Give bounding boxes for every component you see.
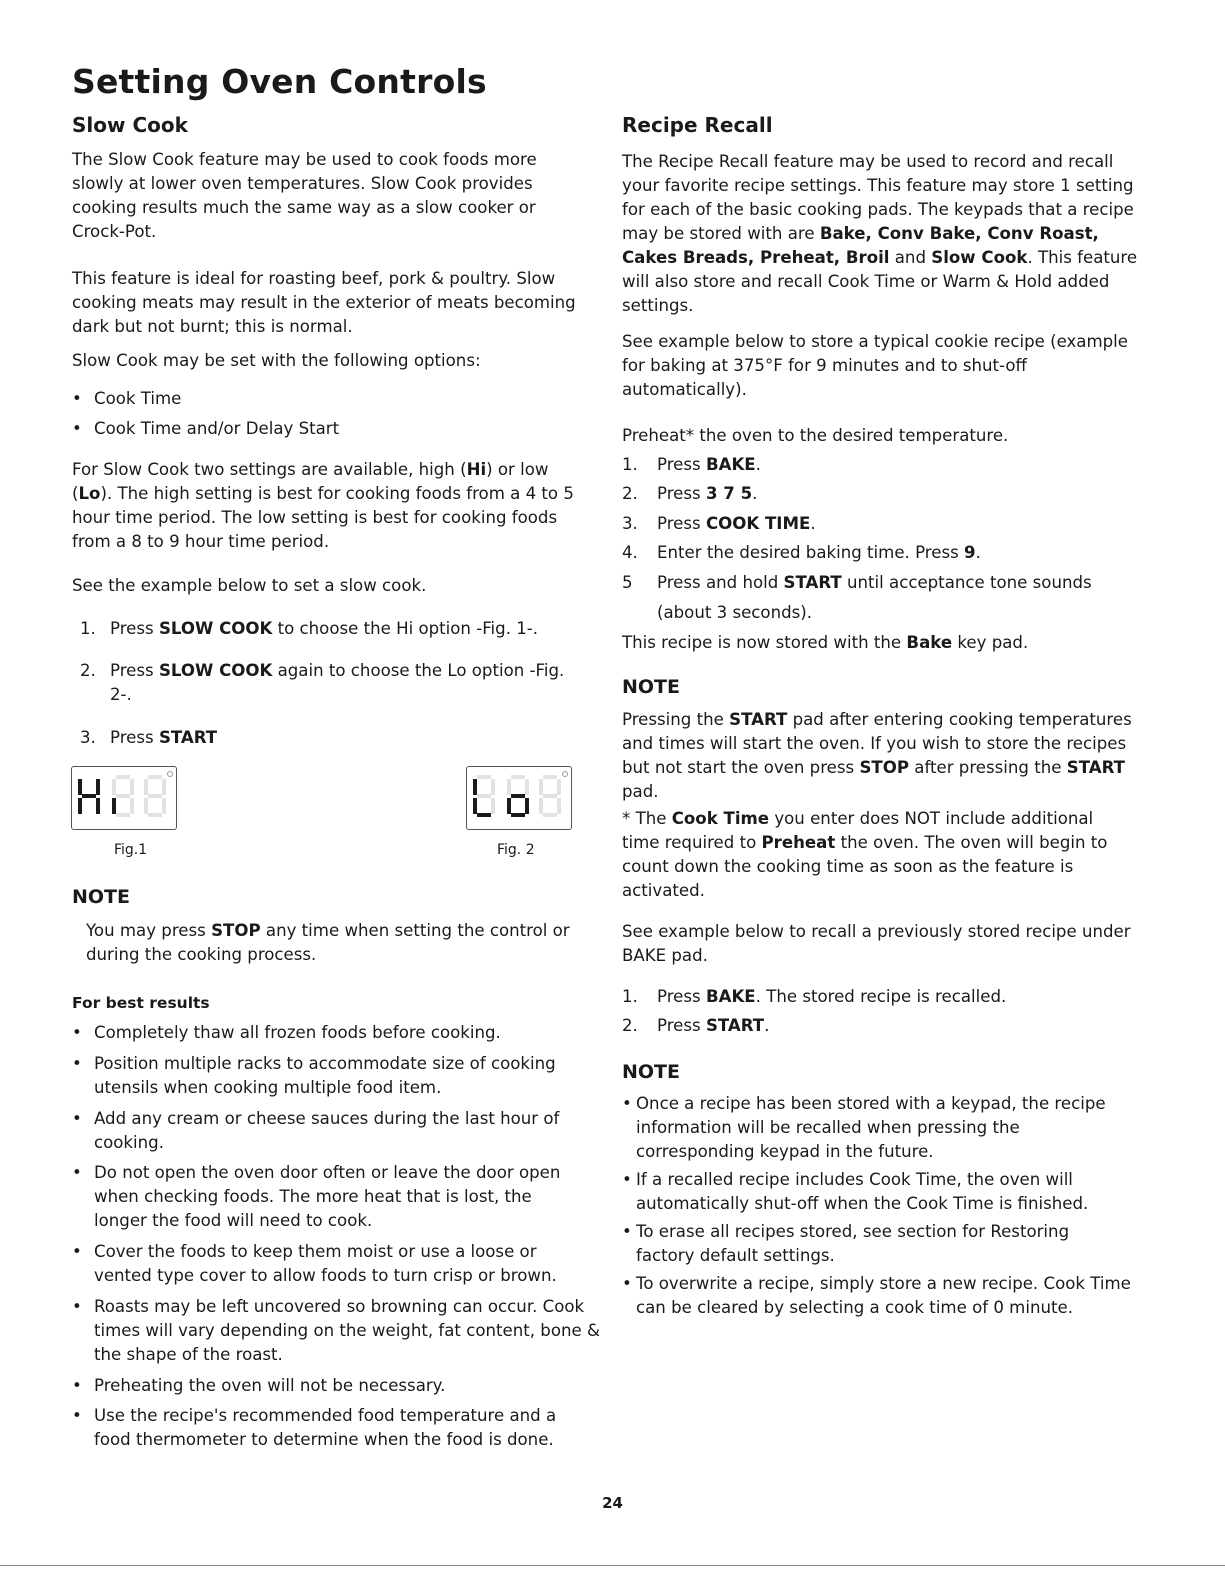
slow-cook-heading: Slow Cook [72, 113, 188, 137]
store-step: 3. Press COOK TIME. [622, 514, 816, 533]
slow-cook-intro-2: This feature is ideal for roasting beef, pork & poultry. Slow cooking meats may result in the exterior of meats becoming dark but not burnt; this is normal. [72, 269, 576, 336]
slow-cook-step: 3. Press START [80, 728, 218, 747]
option-item: • Cook Time [72, 389, 182, 408]
note-bullet: • To erase all recipes stored, see section for Restoring factory default settings. [622, 1222, 1070, 1265]
store-step: 1. Press BAKE. [622, 455, 761, 474]
note-text: You may press STOP any time when setting the control or during the cooking process. [86, 921, 570, 964]
page-title: Setting Oven Controls [72, 62, 487, 101]
recipe-recall-intro: The Recipe Recall feature may be used to record and recall your favorite recipe settings. This feature may store 1 setting for each of the basic cooking pads. The keypads that a recipe may be stored with are Bake, Conv Bake, Conv Roast, Cakes Breads, Preheat, Broil and Slow Cook. This feature will also store and recall Cook Time or Warm & Hold added settings. [622, 152, 1138, 315]
best-results-item: • Add any cream or cheese sauces during the last hour of cooking. [72, 1109, 560, 1152]
page-number: 24 [602, 1494, 623, 1512]
recall-lead: See example below to recall a previously stored recipe under BAKE pad. [622, 922, 1131, 965]
stored-confirmation: This recipe is now stored with the Bake key pad. [622, 633, 1029, 652]
best-results-item: • Cover the foods to keep them moist or use a loose or vented type cover to allow foods to turn crisp or brown. [72, 1242, 557, 1285]
preheat-line: Preheat* the oven to the desired temperature. [622, 426, 1009, 445]
store-step: 2. Press 3 7 5. [622, 484, 758, 503]
best-results-item: • Preheating the oven will not be necessary. [72, 1376, 446, 1395]
note-heading: NOTE [622, 676, 680, 698]
recall-step: 2. Press START. [622, 1016, 770, 1035]
best-results-item: • Do not open the oven door often or leave the door open when checking foods. The more heat that is lost, the longer the food will need to cook. [72, 1163, 561, 1230]
recipe-recall-heading: Recipe Recall [622, 113, 773, 137]
best-results-item: • Position multiple racks to accommodate size of cooking utensils when cooking multiple food item. [72, 1054, 556, 1097]
fig1-caption: Fig.1 [114, 842, 148, 858]
fig2-caption: Fig. 2 [497, 842, 535, 858]
note-text: Pressing the START pad after entering cooking temperatures and times will start the oven. If you wish to store the recipes but not start the oven press STOP after pressing the START pad. [622, 710, 1132, 801]
store-step: 4. Enter the desired baking time. Press 9. [622, 543, 981, 562]
settings-paragraph: For Slow Cook two settings are available, high (Hi) or low (Lo). The high setting is best for cooking foods from a 4 to 5 hour time period. The low setting is best for cooking foods from a 8 to 9 hour time period. [72, 460, 574, 551]
fig1-hi-display-icon [72, 767, 176, 829]
slow-cook-intro-1: The Slow Cook feature may be used to cook foods more slowly at lower oven temperatures. Slow Cook provides cooking results much the same way as a slow cooker or Crock-Pot. [72, 150, 537, 241]
bottom-divider [0, 1565, 1225, 1566]
best-results-item: • Completely thaw all frozen foods before cooking. [72, 1023, 501, 1042]
store-step: 5 Press and hold START until acceptance tone sounds [622, 573, 1092, 592]
note-bullet: • Once a recipe has been stored with a keypad, the recipe information will be recalled when pressing the corresponding keypad in the future. [622, 1094, 1106, 1161]
slow-cook-step: 2. Press SLOW COOK again to choose the Lo option -Fig. 2-. [80, 661, 565, 704]
option-item: • Cook Time and/or Delay Start [72, 419, 340, 438]
store-example-lead: See example below to store a typical cookie recipe (example for baking at 375°F for 9 minutes and to shut-off automatically). [622, 332, 1128, 399]
recall-step: 1. Press BAKE. The stored recipe is recalled. [622, 987, 1007, 1006]
note-bullet: • If a recalled recipe includes Cook Time, the oven will automatically shut-off when the Cook Time is finished. [622, 1170, 1089, 1213]
store-step-continuation: (about 3 seconds). [657, 603, 813, 622]
fig2-lo-display-icon [467, 767, 571, 829]
note-heading: NOTE [622, 1061, 680, 1083]
best-results-heading: For best results [72, 994, 210, 1012]
example-lead: See the example below to set a slow cook. [72, 576, 427, 595]
options-lead: Slow Cook may be set with the following options: [72, 351, 481, 370]
best-results-item: • Roasts may be left uncovered so browning can occur. Cook times will vary depending on the weight, fat content, bone & the shape of the roast. [72, 1297, 600, 1364]
note-preheat-text: * The Cook Time you enter does NOT include additional time required to Preheat the oven. The oven will begin to count down the cooking time as soon as the feature is activated. [622, 809, 1108, 900]
fig2-display [466, 766, 572, 830]
best-results-item: • Use the recipe's recommended food temperature and a food thermometer to determine when the food is done. [72, 1406, 557, 1449]
note-bullet: • To overwrite a recipe, simply store a new recipe. Cook Time can be cleared by selecting a cook time of 0 minute. [622, 1274, 1131, 1317]
slow-cook-step: 1. Press SLOW COOK to choose the Hi option -Fig. 1-. [80, 619, 539, 638]
fig1-display [71, 766, 177, 830]
note-heading: NOTE [72, 886, 130, 908]
